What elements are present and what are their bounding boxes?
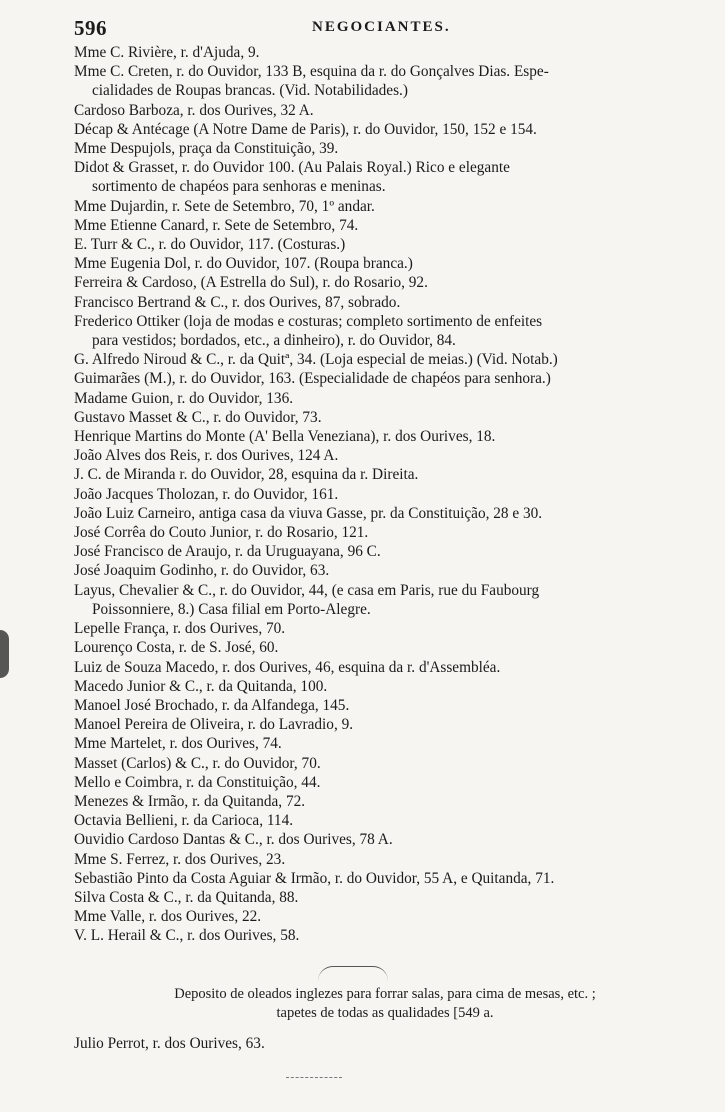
list-item: Masset (Carlos) & C., r. do Ouvidor, 70. (74, 754, 321, 772)
list-item: João Jacques Tholozan, r. do Ouvidor, 161. (74, 485, 339, 503)
list-item: Lourenço Costa, r. de S. José, 60. (74, 639, 279, 657)
page-header (74, 16, 694, 42)
list-item-continuation: sortimento de chapéos para senhoras e meninas. (92, 178, 386, 196)
handwritten-stroke (318, 966, 388, 981)
list-item: Frederico Ottiker (loja de modas e costuras; completo sortimento de enfeites (74, 312, 543, 330)
list-item: Manoel José Brochado, r. da Alfandega, 145. (74, 696, 350, 714)
list-item: José Francisco de Araujo, r. da Uruguayana, 96 C. (74, 543, 381, 561)
list-item: Mme Valle, r. dos Ourives, 22. (74, 908, 262, 926)
list-item-continuation: para vestidos; bordados, etc., a dinheiro), r. do Ouvidor, 84. (92, 332, 456, 350)
page-number: 596 (74, 16, 107, 40)
list-item: Mme C. Creten, r. do Ouvidor, 133 B, esquina da r. do Gonçalves Dias. Espe- (74, 63, 549, 81)
list-item: V. L. Herail & C., r. dos Ourives, 58. (74, 927, 300, 945)
notice-line: tapetes de todas as qualidades [549 a. (276, 1005, 494, 1021)
list-item: Mme Despujols, praça da Constituição, 39. (74, 140, 339, 158)
list-item: Mme S. Ferrez, r. dos Ourives, 23. (74, 850, 286, 868)
advertisement-notice (74, 985, 696, 1023)
list-item: João Alves dos Reis, r. dos Ourives, 124 A. (74, 447, 339, 465)
list-item: Mme C. Rivière, r. d'Ajuda, 9. (74, 44, 260, 61)
list-item: Julio Perrot, r. dos Ourives, 63. (74, 1035, 265, 1052)
list-item: J. C. de Miranda r. do Ouvidor, 28, esquina da r. Direita. (74, 466, 419, 484)
list-item: Didot & Grasset, r. do Ouvidor 100. (Au Palais Royal.) Rico e elegante (74, 159, 510, 177)
list-item: E. Turr & C., r. do Ouvidor, 117. (Costuras.) (74, 236, 346, 254)
list-item: Mme Dujardin, r. Sete de Setembro, 70, 1º andar. (74, 197, 375, 215)
list-item: Gustavo Masset & C., r. do Ouvidor, 73. (74, 408, 322, 426)
list-item: Guimarães (M.), r. do Ouvidor, 163. (Especialidade de chapéos para senhora.) (74, 370, 551, 388)
merchant-list (74, 43, 696, 946)
list-item: Ferreira & Cardoso, (A Estrella do Sul), r. do Rosario, 92. (74, 274, 428, 292)
list-item: Sebastião Pinto da Costa Aguiar & Irmão, r. do Ouvidor, 55 A, e Quitanda, 71. (74, 869, 555, 887)
list-item: Henrique Martins do Monte (A' Bella Veneziana), r. dos Ourives, 18. (74, 428, 496, 446)
list-item: Octavia Bellieni, r. da Carioca, 114. (74, 812, 294, 830)
list-item: Layus, Chevalier & C., r. do Ouvidor, 44, (e casa em Paris, rue du Faubourg (74, 581, 540, 599)
list-item: Mme Eugenia Dol, r. do Ouvidor, 107. (Roupa branca.) (74, 255, 413, 273)
list-item: Décap & Antécage (A Notre Dame de Paris), r. do Ouvidor, 150, 152 e 154. (74, 120, 537, 138)
running-title: NEGOCIANTES. (312, 19, 451, 35)
list-item: G. Alfredo Niroud & C., r. da Quitª, 34. (Loja especial de meias.) (Vid. Notab.) (74, 351, 558, 369)
list-item: José Corrêa do Couto Junior, r. do Rosario, 121. (74, 524, 369, 542)
list-item-continuation: Poissonniere, 8.) Casa filial em Porto-Alegre. (92, 600, 371, 618)
list-item: Madame Guion, r. do Ouvidor, 136. (74, 389, 294, 407)
list-item: João Luiz Carneiro, antiga casa da viuva Gasse, pr. da Constituição, 28 e 30. (74, 504, 543, 522)
list-item: Ouvidio Cardoso Dantas & C., r. dos Ourives, 78 A. (74, 831, 393, 849)
list-item: Manoel Pereira de Oliveira, r. do Lavradio, 9. (74, 716, 354, 734)
list-item: Cardoso Barboza, r. dos Ourives, 32 A. (74, 101, 314, 119)
list-item: José Joaquim Godinho, r. do Ouvidor, 63. (74, 562, 330, 580)
list-item: Silva Costa & C., r. da Quitanda, 88. (74, 888, 299, 906)
notice-line: Deposito de oleados inglezes para forrar salas, para cima de mesas, etc. ; (174, 986, 596, 1002)
list-item: Mme Etienne Canard, r. Sete de Setembro, 74. (74, 216, 359, 234)
list-item: Luiz de Souza Macedo, r. dos Ourives, 46, esquina da r. d'Assembléa. (74, 658, 501, 676)
list-item: Francisco Bertrand & C., r. dos Ourives, 87, sobrado. (74, 293, 401, 311)
list-item: Mello e Coimbra, r. da Constituição, 44. (74, 773, 321, 791)
list-item: Menezes & Irmão, r. da Quitanda, 72. (74, 792, 306, 810)
list-item: Lepelle França, r. dos Ourives, 70. (74, 620, 286, 638)
divider-rule (286, 1077, 342, 1078)
list-item: Mme Martelet, r. dos Ourives, 74. (74, 735, 282, 753)
margin-ink-mark (0, 630, 9, 678)
list-item: Macedo Junior & C., r. da Quitanda, 100. (74, 677, 328, 695)
list-item-continuation: cialidades de Roupas brancas. (Vid. Notabilidades.) (92, 82, 408, 100)
